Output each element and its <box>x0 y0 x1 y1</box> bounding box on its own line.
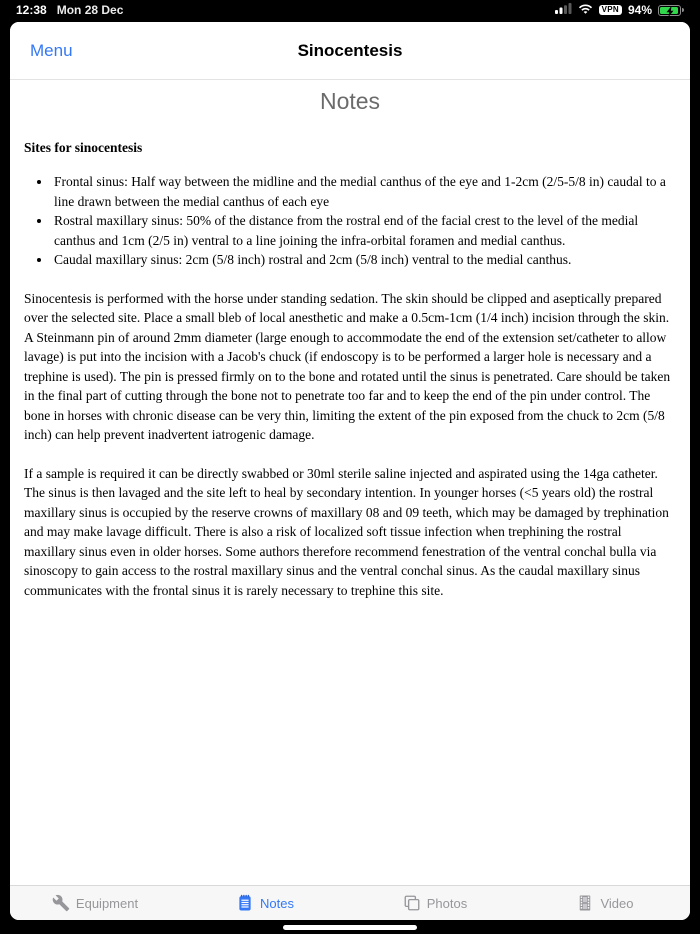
cellular-signal-icon <box>555 3 572 17</box>
procedure-paragraph: Sinocentesis is performed with the horse under standing sedation. The skin should be clipped and aseptically prepared over the selected site. Place a small bleb of local anesthetic and make a 0.5cm-1cm (1/4 inch) incision through the skin. A Steinmann pin of around 2mm diameter (large enough to accommodate the end of the extension set/catheter to allow lavage) is put into the incision with a Jacob's chuck (if endoscopy is to be performed a larger hole is necessary and a trephine is used). The pin is pressed firmly on to the bone and rotated until the sinus is penetrated. Care should be taken in the final part of cutting through the bone not to penetrate too far and to keep the end of the pin under control. The bone in horses with chronic disease can be very thin, limiting the extent of the pin exposed from the chuck to 2cm (5/8 inch) can help prevent inadvertent iatrogenic damage. <box>24 290 671 442</box>
bullet-item-frontal-sinus: • Frontal sinus: Half way between the midline and the medial canthus of the eye and 1-2cm (2/5-5/8 in) caudal to a line drawn between the medial canthus of each eye <box>52 172 676 211</box>
photos-icon <box>403 894 421 912</box>
wifi-icon <box>578 3 593 18</box>
tab-photos[interactable] <box>350 894 520 912</box>
battery-percent: 94% <box>627 3 652 17</box>
status-date: Mon 28 Dec <box>56 3 124 17</box>
charging-bolt-icon <box>666 6 675 17</box>
tab-bar <box>10 885 690 920</box>
section-title: Sites for sinocentesis <box>24 139 143 155</box>
tab-photos-label: Photos <box>426 895 468 911</box>
tab-video-label: Video <box>600 895 634 911</box>
bullet-item-rostral-maxillary-sinus: • Rostral maxillary sinus: 50% of the distance from the rostral end of the facial crest to the level of the medial canthus and 1cm (2/5 in) ventral to a line joining the infra-orbital foramen and medial canthus. <box>52 211 676 250</box>
status-bar <box>0 0 700 22</box>
sites-bullet-list <box>24 172 676 270</box>
tab-equipment-label: Equipment <box>75 895 139 911</box>
vpn-badge: VPN <box>599 5 622 15</box>
notes-heading: Notes <box>319 88 381 114</box>
home-indicator[interactable] <box>283 925 417 930</box>
tab-notes-label: Notes <box>260 895 294 911</box>
wrench-icon <box>52 894 70 912</box>
notepad-icon <box>236 894 254 912</box>
battery-icon <box>658 5 684 16</box>
sampling-paragraph: If a sample is required it can be directly swabbed or 30ml sterile saline injected and aspirated using the 14ga catheter. The sinus is then lavaged and the site left to heal by secondary intention. In younger horses (<5 years old) the rostral maxillary sinus is occupied by the reserve crowns of maxillary 08 and 09 teeth, which may be damaged by trephination and may make lavage difficult. There is also a risk of localized soft tissue infection when trephining the rostral maxillary sinus even in older horses. Some authors therefore recommend fenestration of the ventral conchal bulla via sinoscopy to gain access to the rostral maxillary sinus and the ventral conchal sinus. As the caudal maxillary sinus communicates with the frontal sinus it is rarely necessary to trephine this site. <box>24 465 669 598</box>
tab-video[interactable] <box>520 894 690 912</box>
app-window <box>10 22 690 920</box>
status-time: 12:38 <box>16 3 47 17</box>
film-icon <box>576 894 594 912</box>
page-title: Sinocentesis <box>297 40 403 60</box>
navigation-bar <box>10 22 690 80</box>
notes-content[interactable] <box>10 80 690 885</box>
menu-button[interactable]: Menu <box>30 40 73 60</box>
tab-equipment[interactable] <box>10 894 180 912</box>
bullet-item-caudal-maxillary-sinus: • Caudal maxillary sinus: 2cm (5/8 inch) rostral and 2cm (5/8 inch) ventral to the medial canthus. <box>52 250 676 270</box>
tab-notes[interactable] <box>180 894 350 912</box>
